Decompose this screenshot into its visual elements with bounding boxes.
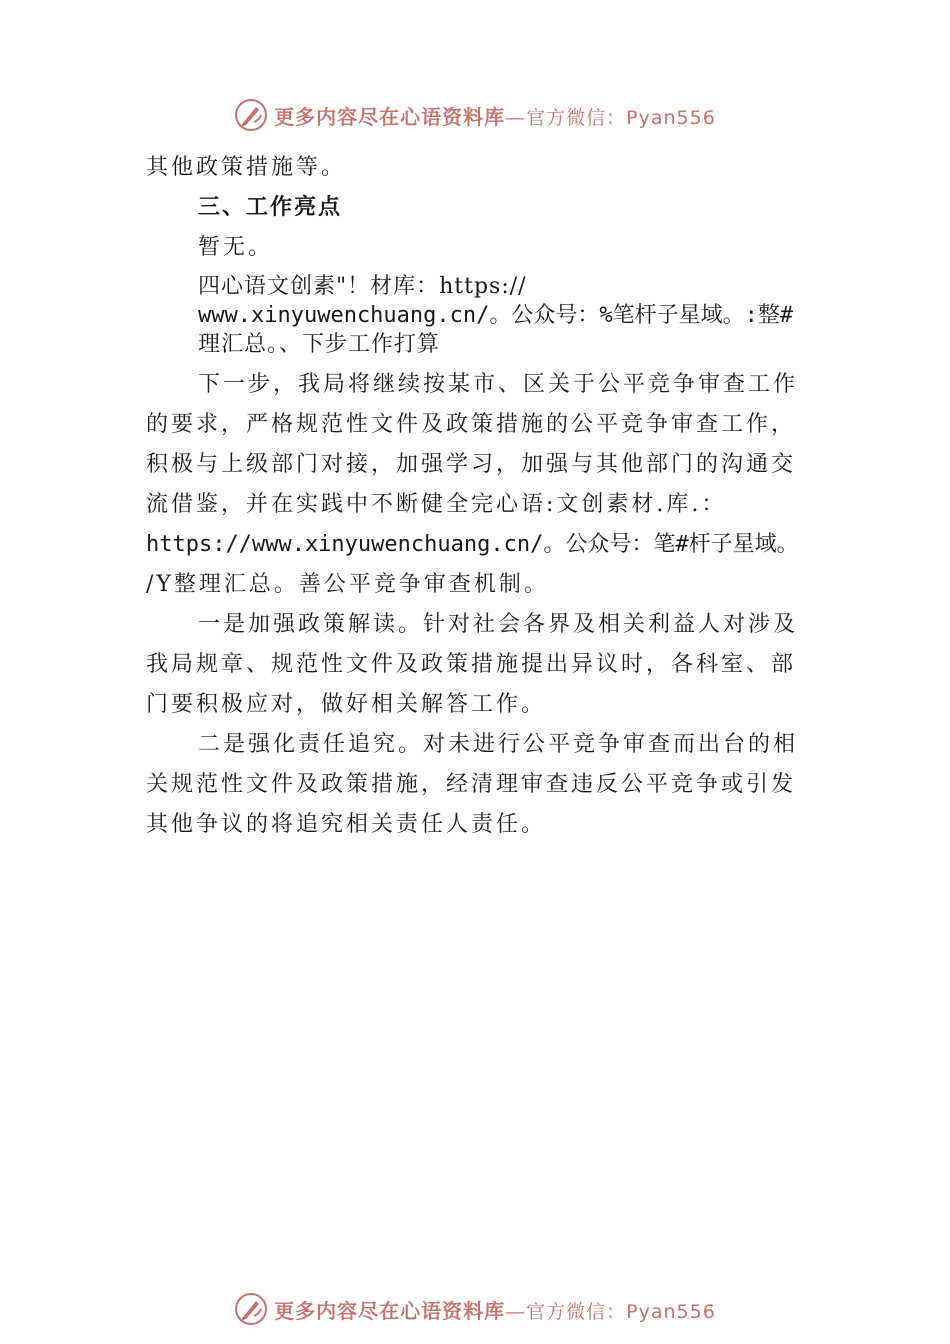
pen-logo-icon	[234, 98, 268, 132]
next-steps-tail: /Y整理汇总。善公平竞争审查机制。	[146, 572, 549, 597]
banner-text	[274, 101, 716, 130]
pen-logo-icon	[234, 1292, 268, 1326]
watermark-text-block	[146, 272, 808, 359]
watermark-line	[198, 301, 808, 330]
paragraph-none: 暂无。	[198, 235, 274, 260]
banner-main-text: 更多内容尽在心语资料库	[274, 1298, 506, 1323]
footer-banner	[0, 1289, 950, 1329]
watermark-line-2: www.xinyuwenchuang.cn/。公众号：%笔杆子星域。:整#	[198, 303, 794, 328]
paragraph-next-steps	[146, 365, 808, 605]
header-banner	[0, 95, 950, 135]
banner-wechat-text: 官方微信：Pyan556	[526, 1300, 716, 1323]
watermark-line-3: 理汇总。、下步工作打算	[198, 332, 441, 357]
banner-dash: —	[505, 1298, 527, 1323]
paragraph-second-measure: 二是强化责任追究。对未进行公平竞争审查而出台的相关规范性文件及政策措施，经清理审查违反公平竞争或引发其他争议的将追究相关责任人责任。	[146, 732, 799, 837]
section-heading-highlights: 三、工作亮点	[198, 195, 343, 220]
banner-main-text: 更多内容尽在心语资料库	[274, 104, 506, 129]
watermark-line	[198, 330, 808, 359]
document-body	[146, 148, 808, 845]
watermark-line	[198, 272, 808, 301]
banner-text	[274, 1295, 716, 1324]
banner-wechat-text: 官方微信：Pyan556	[526, 106, 716, 129]
next-steps-url: https://www.xinyuwenchuang.cn/。公众号：笔#杆子星域。	[146, 532, 799, 557]
watermark-line-1: 四心语文创素"！材库：https://	[198, 274, 527, 299]
paragraph-continuation: 其他政策措施等。	[146, 155, 347, 180]
banner-dash: —	[505, 104, 527, 129]
paragraph-first-measure: 一是加强政策解读。针对社会各界及相关利益人对涉及我局规章、规范性文件及政策措施提出异议时，各科室、部门要积极应对，做好相关解答工作。	[146, 612, 799, 717]
next-steps-text: 下一步，我局将继续按某市、区关于公平竞争审查工作的要求，严格规范性文件及政策措施的公平竞争审查工作，积极与上级部门对接，加强学习，加强与其他部门的沟通交流借鉴，并在实践中不断健全完心语:文创素材.库.：	[146, 372, 799, 517]
